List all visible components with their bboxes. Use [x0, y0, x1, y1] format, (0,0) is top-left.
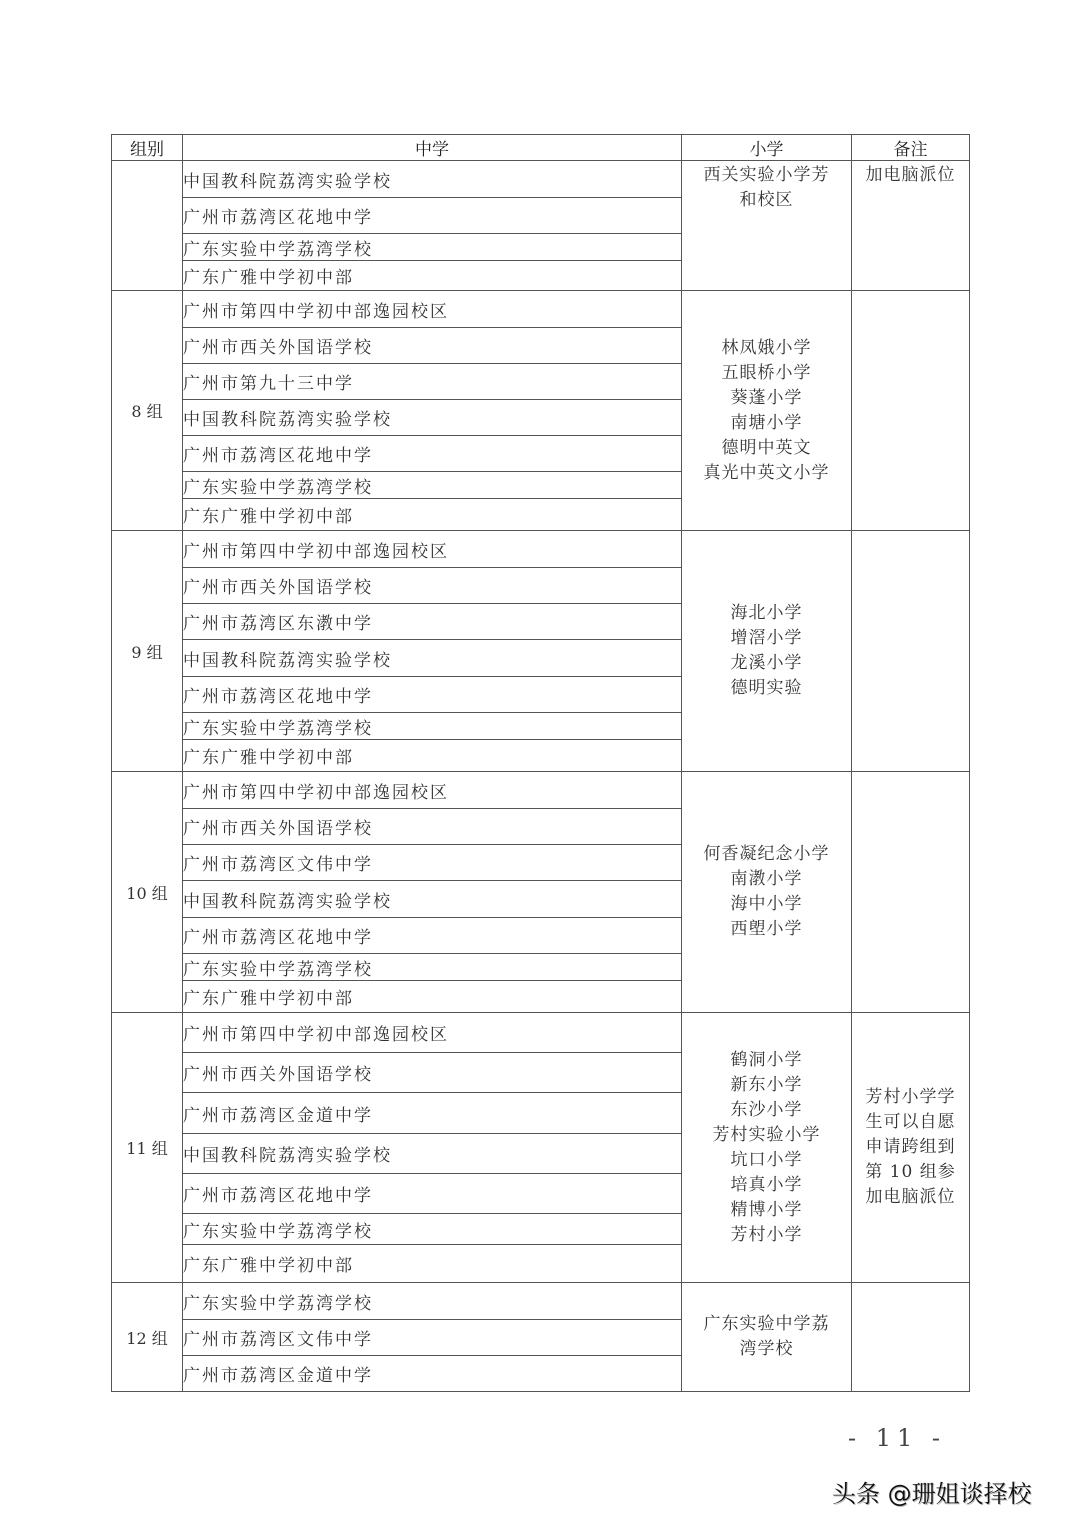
- middle-school-cell: 广州市西关外国语学校: [183, 328, 682, 364]
- middle-school-cell: 广州市荔湾区花地中学: [183, 198, 682, 234]
- middle-school-cell: 广东实验中学荔湾学校: [183, 1283, 682, 1320]
- table-row: [112, 161, 970, 198]
- primary-school-cell: [682, 1013, 852, 1283]
- primary-school-name: 德明中英文: [721, 437, 812, 458]
- middle-school-cell: 广州市第四中学初中部逸园校区: [183, 772, 682, 809]
- note-cell: [852, 1013, 970, 1283]
- table-row: [112, 531, 970, 568]
- page-number: - 11 -: [848, 1424, 947, 1452]
- primary-school-name: 新东小学: [730, 1074, 803, 1095]
- primary-school-name: 芳村小学: [730, 1224, 803, 1245]
- middle-school-cell: 广州市西关外国语学校: [183, 809, 682, 845]
- primary-school-name: 龙溪小学: [730, 653, 803, 673]
- table-row: [112, 1013, 970, 1053]
- middle-school-cell: 中国教科院荔湾实验学校: [183, 640, 682, 677]
- middle-school-cell: 广州市荔湾区文伟中学: [183, 1320, 682, 1356]
- note-cell: [852, 1283, 970, 1392]
- middle-school-cell: 中国教科院荔湾实验学校: [183, 881, 682, 918]
- middle-school-cell: 广州市荔湾区花地中学: [183, 436, 682, 472]
- primary-school-name: 湾学校: [739, 1339, 794, 1359]
- note-line: 芳村小学学: [865, 1087, 956, 1107]
- table-header-row: [112, 135, 970, 161]
- group-label: 8 组: [112, 291, 183, 531]
- middle-school-cell: 中国教科院荔湾实验学校: [183, 161, 682, 198]
- middle-school-cell: 广州市西关外国语学校: [183, 568, 682, 604]
- middle-school-cell: 广州市第四中学初中部逸园校区: [183, 1013, 682, 1053]
- middle-school-cell: 广州市荔湾区花地中学: [183, 918, 682, 954]
- primary-school-name: 南塘小学: [730, 412, 803, 433]
- header-note: 备注: [852, 135, 970, 161]
- middle-school-cell: 广州市荔湾区金道中学: [183, 1356, 682, 1392]
- middle-school-cell: 广东实验中学荔湾学校: [183, 713, 682, 740]
- header-primary-school: 小学: [682, 135, 852, 161]
- primary-school-name: 海北小学: [730, 603, 803, 623]
- table-row: [112, 772, 970, 809]
- note-line: 加电脑派位: [865, 165, 956, 185]
- primary-school-name: 东沙小学: [730, 1099, 803, 1120]
- primary-school-name: 真光中英文小学: [703, 462, 830, 483]
- primary-school-name: 五眼桥小学: [721, 362, 812, 383]
- primary-school-name: 西关实验小学芳: [703, 165, 830, 185]
- middle-school-cell: 中国教科院荔湾实验学校: [183, 400, 682, 436]
- group-label: [112, 161, 183, 291]
- primary-school-name: 何香凝纪念小学: [703, 844, 830, 864]
- middle-school-cell: 广州市荔湾区花地中学: [183, 677, 682, 713]
- group-label: 9 组: [112, 531, 183, 772]
- middle-school-cell: 广州市荔湾区金道中学: [183, 1093, 682, 1134]
- primary-school-name: 芳村实验小学: [712, 1124, 821, 1145]
- primary-school-name: 坑口小学: [730, 1149, 803, 1170]
- note-line: 加电脑派位: [865, 1187, 956, 1207]
- primary-school-cell: [682, 531, 852, 772]
- primary-school-cell: [682, 1283, 852, 1392]
- note-cell: [852, 291, 970, 531]
- header-middle-school: 中学: [183, 135, 682, 161]
- group-label: 12 组: [112, 1283, 183, 1392]
- primary-school-name: 和校区: [739, 190, 794, 210]
- note-line: 申请跨组到: [865, 1137, 956, 1157]
- primary-school-cell: [682, 772, 852, 1013]
- middle-school-cell: 广东实验中学荔湾学校: [183, 234, 682, 261]
- primary-school-name: 德明实验: [730, 678, 803, 698]
- group-label: 11 组: [112, 1013, 183, 1283]
- note-cell: [852, 161, 970, 291]
- primary-school-cell: [682, 161, 852, 291]
- middle-school-cell: 广东广雅中学初中部: [183, 1245, 682, 1283]
- middle-school-cell: 广东实验中学荔湾学校: [183, 1214, 682, 1245]
- middle-school-cell: 广州市荔湾区东漖中学: [183, 604, 682, 640]
- middle-school-cell: 广州市第四中学初中部逸园校区: [183, 531, 682, 568]
- primary-school-name: 广东实验中学荔: [703, 1314, 830, 1334]
- primary-school-name: 增滘小学: [730, 628, 803, 648]
- middle-school-cell: 广州市西关外国语学校: [183, 1053, 682, 1093]
- note-line: 第 10 组参: [865, 1162, 956, 1182]
- table-row: [112, 291, 970, 328]
- note-cell: [852, 772, 970, 1013]
- primary-school-name: 西塱小学: [730, 919, 803, 939]
- primary-school-name: 精博小学: [730, 1199, 803, 1220]
- note-cell: [852, 531, 970, 772]
- watermark: 头条 @珊姐谈择校: [832, 1480, 1032, 1508]
- primary-school-name: 葵蓬小学: [730, 387, 803, 408]
- table-body: [112, 161, 970, 1392]
- primary-school-name: 海中小学: [730, 894, 803, 914]
- middle-school-cell: 广东广雅中学初中部: [183, 499, 682, 531]
- school-allocation-table: [111, 134, 970, 1392]
- middle-school-cell: 广州市第九十三中学: [183, 364, 682, 400]
- primary-school-name: 鹤洞小学: [730, 1049, 803, 1070]
- primary-school-cell: [682, 291, 852, 531]
- header-group: 组别: [112, 135, 183, 161]
- middle-school-cell: 广东广雅中学初中部: [183, 981, 682, 1013]
- middle-school-cell: 广东实验中学荔湾学校: [183, 954, 682, 981]
- primary-school-name: 培真小学: [730, 1174, 803, 1195]
- middle-school-cell: 中国教科院荔湾实验学校: [183, 1134, 682, 1174]
- middle-school-cell: 广东实验中学荔湾学校: [183, 472, 682, 499]
- table-row: [112, 1283, 970, 1320]
- group-label: 10 组: [112, 772, 183, 1013]
- middle-school-cell: 广东广雅中学初中部: [183, 261, 682, 291]
- note-line: 生可以自愿: [865, 1112, 956, 1132]
- primary-school-name: 林凤娥小学: [721, 337, 812, 358]
- primary-school-name: 南漖小学: [730, 869, 803, 889]
- middle-school-cell: 广东广雅中学初中部: [183, 740, 682, 772]
- middle-school-cell: 广州市荔湾区花地中学: [183, 1174, 682, 1214]
- middle-school-cell: 广州市第四中学初中部逸园校区: [183, 291, 682, 328]
- middle-school-cell: 广州市荔湾区文伟中学: [183, 845, 682, 881]
